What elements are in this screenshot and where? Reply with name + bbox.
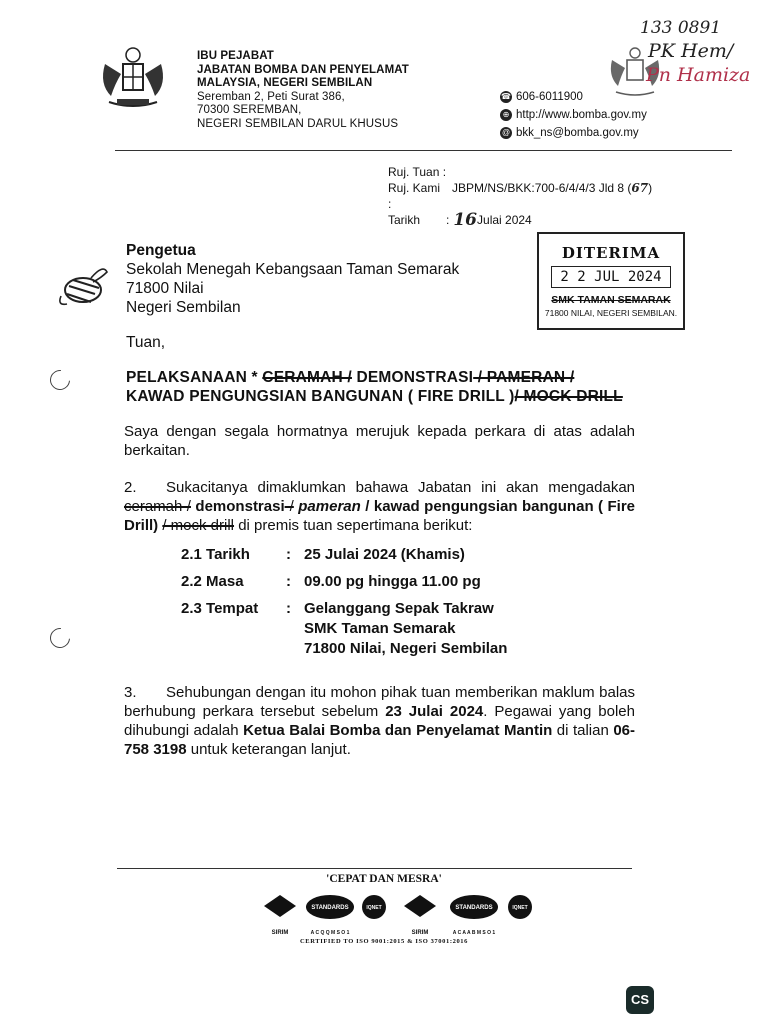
detail-colon: : (286, 600, 291, 617)
stamp-title: DITERIMA (561, 244, 661, 262)
email-icon: @ (501, 128, 511, 137)
detail-tarikh-label: 2.1 Tarikh (181, 546, 250, 563)
recipient-line-2: 71800 Nilai (126, 280, 204, 297)
header-divider (115, 150, 732, 151)
logo-standards-2: STANDARDS (455, 905, 493, 911)
logo-iqnet-2: IQNET (512, 905, 528, 911)
para-3-number: 3. (124, 684, 137, 701)
ruj-kami-value: JBPM/NS/BKK:700-6/4/4/3 Jld 8 ( (452, 181, 632, 195)
detail-tempat (181, 599, 494, 619)
phone-icon: ☎ (501, 92, 511, 101)
stamp-school: SMK TAMAN SEMARAK (551, 294, 671, 306)
detail-tarikh (181, 545, 465, 565)
subject-part-1: PELAKSANAAN * (126, 369, 263, 386)
bee-doodle-icon (55, 260, 110, 312)
para-2-kawad: / kawad pengungsian bangunan ( Fire Drill) (124, 498, 636, 534)
tarikh-value: Julai 2024 (477, 213, 532, 227)
paragraph-1: Saya dengan segala hormatnya merujuk kepada perkara di atas adalah berkaitan. (124, 423, 635, 459)
para-2-demonstrasi: demonstrasi (190, 498, 285, 515)
paragraph-3 (124, 683, 635, 759)
ruj-kami-handwritten: 67 (631, 181, 649, 195)
jata-negara-crest (95, 44, 171, 114)
tarikh-label: Tarikh (388, 213, 421, 227)
punch-hole-icon (46, 624, 74, 652)
org-line-2: JABATAN BOMBA DAN PENYELAMAT (197, 63, 409, 76)
subject-kawad: KAWAD PENGUNGSIAN BANGUNAN ( FIRE DRILL ) (126, 388, 515, 405)
para-3-contact-officer: Ketua Balai Bomba dan Penyelamat Mantin (243, 722, 553, 739)
para-2-number: 2. (124, 479, 137, 496)
address-line-1: Seremban 2, Peti Surat 386, (197, 90, 345, 103)
tarikh-day-handwritten: 16 (453, 210, 478, 230)
ruj-kami-label: Ruj. Kami : (388, 181, 441, 211)
contact-block (500, 88, 647, 142)
recipient-line-3: Negeri Sembilan (126, 299, 241, 316)
para-3-text-3: di talian (552, 722, 614, 739)
salutation: Tuan, (126, 334, 166, 351)
received-stamp (537, 232, 685, 330)
handwritten-number: 133 0891 (640, 18, 722, 38)
para-3-text-2: . Pegawai yang boleh dihubungi adalah (124, 703, 635, 739)
para-2-pameran: pameran (293, 498, 361, 515)
footer-divider (117, 868, 632, 869)
certification-logos (262, 892, 540, 942)
detail-tempat-line-3: 71800 Nilai, Negeri Sembilan (304, 640, 508, 657)
ruj-kami-close: ) (648, 181, 653, 195)
detail-masa-label: 2.2 Masa (181, 573, 244, 590)
logo-sirim-1: SIRIM (271, 930, 289, 936)
para-3-text-1: Sehubungan dengan itu mohon pihak tuan memberikan maklum balas berhubung perkara tersebut sebelum (124, 684, 635, 720)
reference-block (388, 164, 652, 228)
stamp-location: 71800 NILAI, NEGERI SEMBILAN. (544, 308, 678, 318)
subject-heading (126, 368, 623, 406)
subject-demonstrasi: DEMONSTRASI (351, 369, 474, 386)
detail-tarikh-value: 25 Julai 2024 (Khamis) (304, 546, 465, 563)
org-line-3: MALAYSIA, NEGERI SEMBILAN (197, 77, 373, 89)
camscanner-badge[interactable]: CS (626, 986, 654, 1014)
letterhead (197, 50, 409, 131)
logo-iqnet-1: IQNET (366, 905, 382, 911)
subject-struck-pameran: / PAMERAN / (473, 369, 575, 386)
para-2-struck-ceramah: ceramah / (124, 498, 191, 515)
logo-standards-1: STANDARDS (311, 905, 349, 911)
para-3-phone: 06-758 3198 (124, 722, 635, 758)
detail-colon: : (286, 546, 291, 563)
ruj-tuan-label: Ruj. Tuan : (388, 165, 447, 179)
logo-code-2: A C A A B M S O 1 (452, 930, 496, 936)
detail-tempat-line-1: Gelanggang Sepak Takraw (304, 600, 494, 617)
para-2-struck-mock-drill: / mock drill (162, 517, 235, 534)
contact-web: http://www.bomba.gov.my (516, 109, 647, 121)
stamp-date: 2 2 JUL 2024 (551, 266, 671, 288)
punch-hole-icon (46, 366, 74, 394)
logo-code-1: A C Q Q M S O 1 (310, 930, 350, 936)
contact-phone: 606-6011900 (516, 91, 583, 103)
detail-masa (181, 572, 481, 592)
para-2-text-1: Sukacitanya dimaklumkan bahawa Jabatan ini akan mengadakan (166, 479, 635, 496)
logo-sirim-2: SIRIM (411, 930, 429, 936)
contact-email: bkk_ns@bomba.gov.my (516, 127, 639, 139)
para-2-text-end: di premis tuan sepertimana berikut: (234, 517, 473, 534)
footer-motto: 'CEPAT DAN MESRA' (326, 873, 442, 885)
globe-icon: ⊕ (500, 109, 512, 121)
para-3-deadline: 23 Julai 2024 (385, 703, 484, 720)
address-line-3: NEGERI SEMBILAN DARUL KHUSUS (197, 117, 399, 130)
handwritten-note-1: PK Hem/ (648, 40, 734, 62)
org-line-1: IBU PEJABAT (197, 50, 274, 62)
paragraph-2 (124, 478, 635, 535)
footer-certification: CERTIFIED TO ISO 9001:2015 & ISO 37001:2016 (300, 938, 468, 945)
address-line-2: 70300 SEREMBAN, (197, 104, 302, 116)
recipient-address (126, 241, 459, 317)
detail-colon: : (286, 573, 291, 590)
subject-struck-ceramah: CERAMAH / (262, 369, 352, 386)
tarikh-sep: : (446, 213, 450, 227)
detail-tempat-line-2: SMK Taman Semarak (304, 620, 456, 637)
recipient-line-1: Sekolah Menegah Kebangsaan Taman Semarak (126, 261, 460, 278)
subject-struck-mock-drill: / MOCK DRILL (514, 388, 623, 405)
detail-masa-value: 09.00 pg hingga 11.00 pg (304, 573, 481, 590)
para-3-text-4: untuk keterangan lanjut. (186, 741, 351, 758)
recipient-title: Pengetua (126, 242, 196, 259)
certification-logos-icon (262, 892, 540, 942)
detail-tempat-label: 2.3 Tempat (181, 600, 259, 617)
handwritten-note-2: Pn Hamiza (646, 64, 751, 86)
para-2-struck-slash: -/ (284, 498, 294, 515)
